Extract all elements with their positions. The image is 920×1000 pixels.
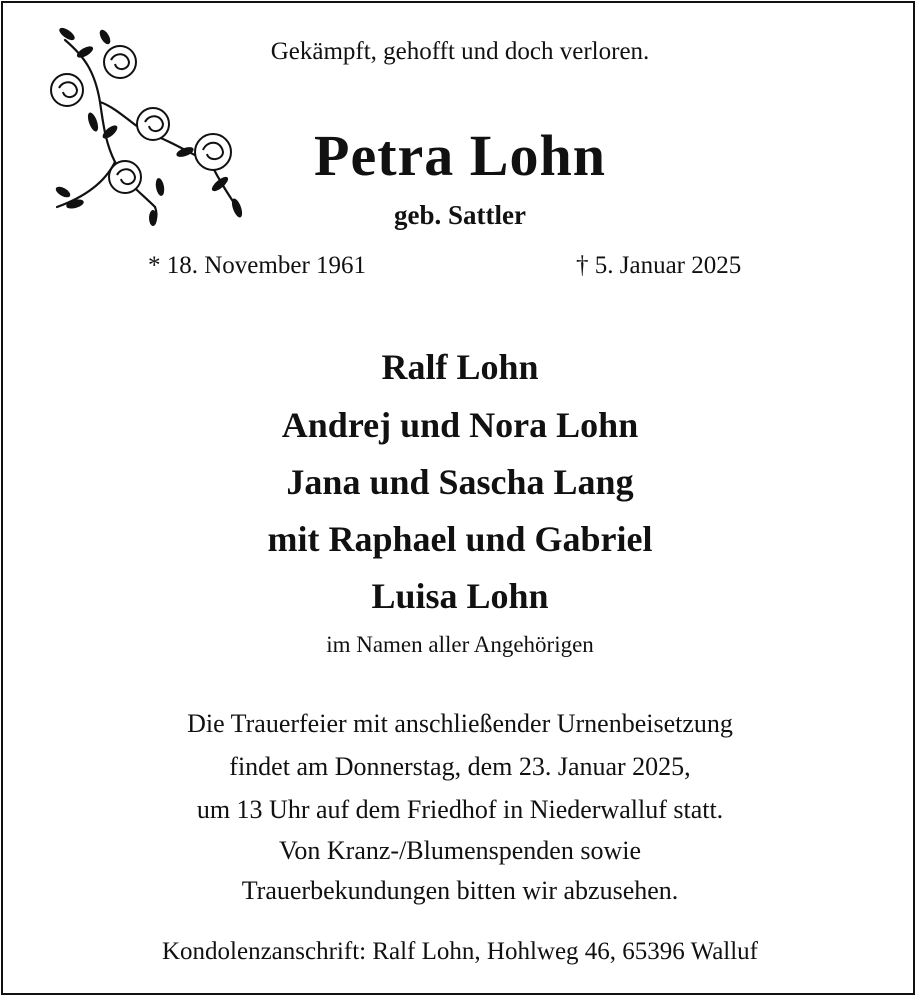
- deceased-name: Petra Lohn: [314, 123, 606, 188]
- on-behalf-text: im Namen aller Angehörigen: [326, 632, 594, 657]
- death-date: † 5. Januar 2025: [576, 252, 742, 279]
- ceremony-line: um 13 Uhr auf dem Friedhof in Niederwalluf statt.: [196, 795, 724, 824]
- ceremony-line: findet am Donnerstag, dem 23. Januar 2025,: [229, 752, 691, 781]
- mourner-line: Jana und Sascha Lang: [286, 462, 634, 502]
- mourner-line: mit Raphael und Gabriel: [267, 519, 653, 559]
- ceremony-line: Von Kranz-/Blumenspenden sowie: [278, 836, 641, 865]
- condolence-address: Kondolenzanschrift: Ralf Lohn, Hohlweg 46, 65396 Walluf: [161, 938, 759, 965]
- motto: Gekämpft, gehofft und doch verloren.: [270, 38, 650, 65]
- mourner-line: Luisa Lohn: [371, 576, 549, 616]
- maiden-name: geb. Sattler: [394, 200, 526, 230]
- ceremony-line: Die Trauerfeier mit anschließender Urnenbeisetzung: [187, 709, 733, 738]
- ceremony-line: Trauerbekundungen bitten wir abzusehen.: [241, 876, 679, 905]
- mourner-line: Ralf Lohn: [381, 347, 539, 387]
- birth-date: * 18. November 1961: [148, 252, 367, 279]
- mourner-line: Andrej und Nora Lohn: [281, 405, 639, 445]
